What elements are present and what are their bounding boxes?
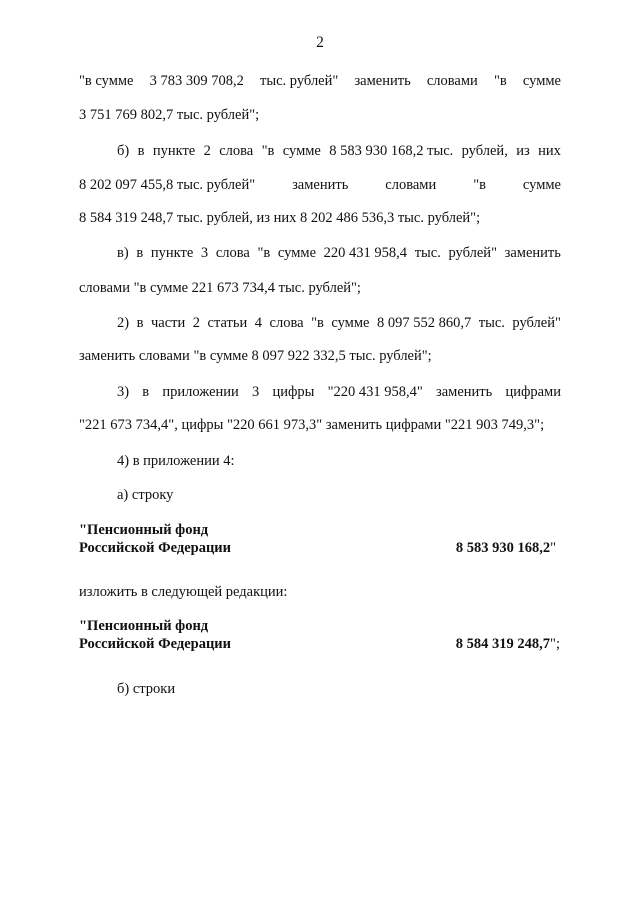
word: сумме: [282, 143, 321, 159]
word: цифрами: [505, 384, 561, 400]
word: "в: [257, 245, 271, 261]
word: 3: [252, 384, 260, 400]
paragraph-5-line-2: "221 673 734,4", цифры "220 661 973,3" заменить цифрами "221 903 749,3";: [79, 417, 545, 433]
word: 8 097 552 860,7: [376, 315, 472, 331]
word: заменить: [292, 177, 349, 193]
word: заменить: [436, 384, 493, 400]
word: статьи: [207, 315, 248, 331]
word: 3 783 309 708,2: [149, 73, 244, 89]
word: 3: [200, 245, 209, 261]
word: цифры: [272, 384, 315, 400]
word: сумме: [277, 245, 317, 261]
word: сумме: [331, 315, 370, 331]
paragraph-4-line-2: заменить словами "в сумме 8 097 922 332,5 тыс. рублей";: [79, 348, 432, 364]
new-entry-amount-value: 8 584 319 248,7: [455, 636, 551, 652]
word: них: [538, 143, 561, 159]
word: "в: [261, 143, 275, 159]
paragraph-9: б) строки: [117, 681, 176, 697]
word: 4: [254, 315, 263, 331]
new-entry-name-line-2: Российской Федерации: [79, 636, 232, 652]
paragraph-3-line-1: [117, 244, 561, 262]
word: 2: [203, 143, 211, 159]
word: "в: [311, 315, 324, 331]
word: 220 431 958,4: [323, 245, 408, 261]
old-entry-amount: [456, 539, 556, 557]
word: пункте: [152, 143, 196, 159]
new-entry-amount: [456, 635, 560, 653]
word: заменить: [354, 73, 411, 89]
old-entry-name-line-2: Российской Федерации: [79, 540, 232, 556]
paragraph-2-line-3: 8 584 319 248,7 тыс. рублей, из них 8 202 486 536,3 тыс. рублей";: [79, 210, 481, 226]
word: словами: [426, 73, 478, 89]
page-number: 2: [316, 34, 324, 51]
word: в): [117, 245, 129, 261]
paragraph-6: 4) в приложении 4:: [117, 453, 235, 469]
word: "в: [493, 73, 507, 89]
paragraph-2-line-2: [79, 176, 561, 194]
word: в: [137, 143, 145, 159]
paragraph-1-line-2: 3 751 769 802,7 тыс. рублей";: [79, 107, 260, 123]
new-entry-amount-tail: ";: [550, 636, 560, 652]
old-entry-name-line-1: "Пенсионный фонд: [79, 522, 209, 538]
word: пункте: [150, 245, 194, 261]
word: словами: [385, 177, 437, 193]
word: тыс.: [414, 245, 441, 261]
paragraph-5-line-1: [117, 383, 561, 401]
paragraph-8: изложить в следующей редакции:: [79, 584, 288, 600]
word: "в: [473, 177, 486, 193]
word: б): [117, 143, 130, 159]
word: приложении: [162, 384, 239, 400]
paragraph-3-line-2: словами "в сумме 221 673 734,4 тыс. рублей";: [79, 280, 361, 296]
paragraph-4-line-1: [117, 314, 561, 332]
word: 3): [117, 384, 130, 400]
word: в: [136, 245, 144, 261]
word: из: [516, 143, 530, 159]
paragraph-1-line-1: [79, 72, 561, 90]
word: в: [136, 315, 144, 331]
word: "в сумме: [79, 73, 134, 89]
word: тыс. рублей": [260, 73, 339, 89]
word: 2: [192, 315, 201, 331]
word: рублей": [448, 245, 497, 261]
old-entry-amount-value: 8 583 930 168,2: [455, 540, 551, 556]
word: тыс.: [478, 315, 505, 331]
word: сумме: [522, 177, 561, 193]
word: заменить: [504, 245, 561, 261]
old-entry-amount-tail: ": [550, 540, 556, 556]
word: слова: [269, 315, 304, 331]
paragraph-7: а) строку: [117, 487, 174, 503]
word: части: [150, 315, 186, 331]
word: рублей,: [461, 143, 508, 159]
word: 8 583 930 168,2 тыс.: [329, 143, 454, 159]
paragraph-2-line-1: [117, 142, 561, 160]
word: 2): [117, 315, 130, 331]
word: рублей": [512, 315, 561, 331]
word: в: [142, 384, 150, 400]
word: слова: [215, 245, 250, 261]
new-entry-name-line-1: "Пенсионный фонд: [79, 618, 209, 634]
word: слова: [219, 143, 254, 159]
word: "220 431 958,4": [327, 384, 423, 400]
word: 8 202 097 455,8 тыс. рублей": [79, 177, 256, 193]
word: сумме: [522, 73, 561, 89]
